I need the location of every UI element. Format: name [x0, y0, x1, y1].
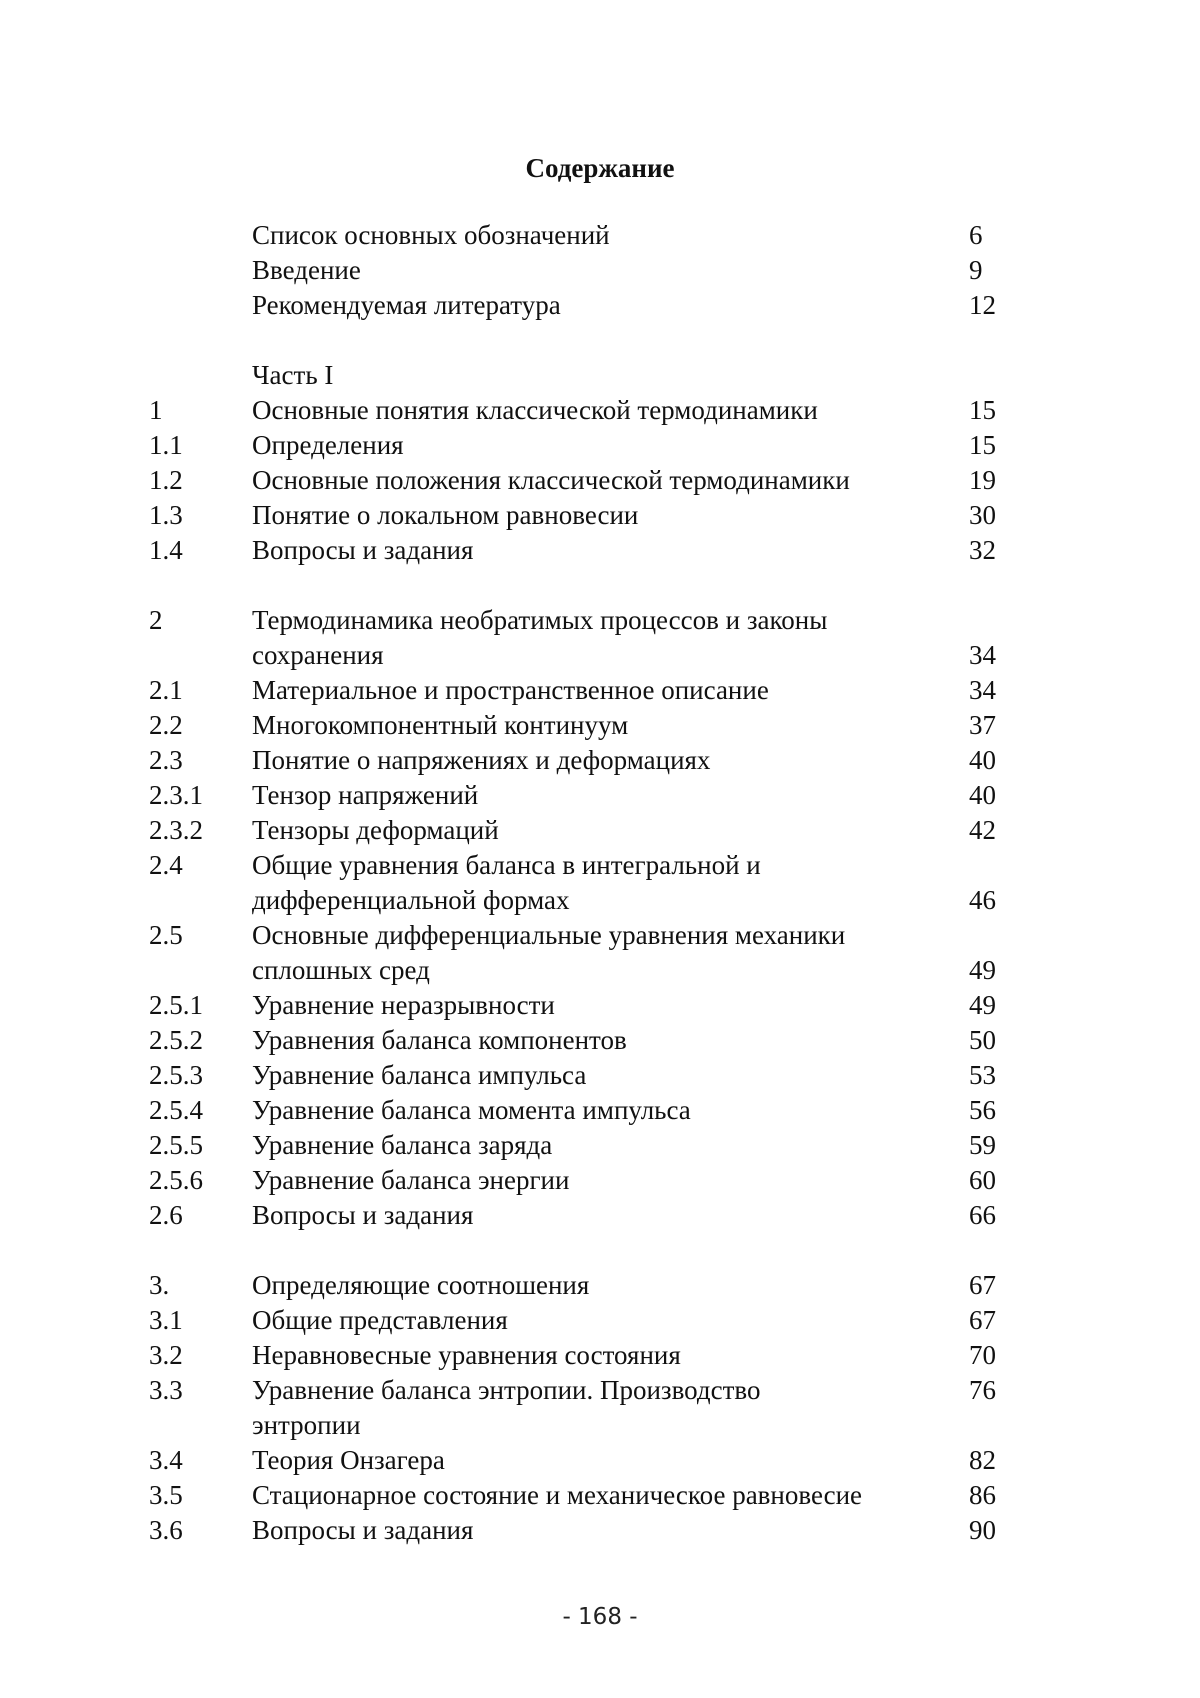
toc-entry: [0, 883, 1200, 918]
toc-entry-title: Вопросы и задания: [252, 535, 474, 565]
toc-entry-title: Уравнение неразрывности: [252, 990, 555, 1020]
toc-entry: [0, 1338, 1200, 1373]
toc-entry-title: Уравнение баланса момента импульса: [252, 1095, 691, 1125]
toc-entry-title: Уравнения баланса компонентов: [252, 1025, 627, 1055]
toc-entry: [0, 1093, 1200, 1128]
toc-entry-page: 37: [969, 710, 996, 740]
toc-entry-title: Материальное и пространственное описание: [252, 675, 769, 705]
toc-entry-page: 49: [969, 955, 996, 985]
toc-entry: [0, 288, 1200, 323]
toc-entry-page: 30: [969, 500, 996, 530]
toc-spacer: [0, 1233, 1200, 1268]
toc-entry: [0, 1443, 1200, 1478]
toc-entry: [0, 778, 1200, 813]
toc-entry-number: 2.4: [149, 850, 183, 880]
toc-entry-title: Основные дифференциальные уравнения механики: [252, 920, 846, 950]
toc-entry: [0, 743, 1200, 778]
toc-entry-title: Неравновесные уравнения состояния: [252, 1340, 681, 1370]
toc-entry-title: Общие представления: [252, 1305, 508, 1335]
toc-entry-page: 56: [969, 1095, 996, 1125]
toc-entry: [0, 1198, 1200, 1233]
toc-entry-number: 3.: [149, 1270, 170, 1300]
toc-entry-number: 2.3.2: [149, 815, 203, 845]
toc-entry-title: Общие уравнения баланса в интегральной и: [252, 850, 761, 880]
toc-entry-number: 2: [149, 605, 163, 635]
toc-entry-page: 32: [969, 535, 996, 565]
toc-entry-title: Тензоры деформаций: [252, 815, 499, 845]
page-number: - 168 -: [562, 1604, 638, 1630]
toc-entry-number: 1.3: [149, 500, 183, 530]
toc-entry-title: Термодинамика необратимых процессов и законы: [252, 605, 828, 635]
toc-entry-number: 2.2: [149, 710, 183, 740]
toc-entry: [0, 1163, 1200, 1198]
toc-entry-title: Вопросы и задания: [252, 1515, 474, 1545]
toc-entry: [0, 638, 1200, 673]
toc-entry-number: 1: [149, 395, 163, 425]
toc-entry-title: Определения: [252, 430, 404, 460]
toc-entry-page: 82: [969, 1445, 996, 1475]
toc-entry-title: сплошных сред: [252, 955, 430, 985]
toc-entry-page: 6: [969, 220, 983, 250]
toc-entry: [0, 603, 1200, 638]
toc-spacer: [0, 568, 1200, 603]
toc-entry-title: Уравнение баланса импульса: [252, 1060, 587, 1090]
toc-entry-page: 86: [969, 1480, 996, 1510]
toc-entry-title: Список основных обозначений: [252, 220, 610, 250]
toc-entry-page: 90: [969, 1515, 996, 1545]
toc-entry: [0, 918, 1200, 953]
toc-entry-number: 2.3: [149, 745, 183, 775]
toc-entry: [0, 953, 1200, 988]
toc-entry-page: 50: [969, 1025, 996, 1055]
toc-entry-number: 2.5.4: [149, 1095, 203, 1125]
toc-spacer: [0, 323, 1200, 358]
toc-entry-number: 2.5.5: [149, 1130, 203, 1160]
toc-entry-title: Теория Онзагера: [252, 1445, 445, 1475]
page-title: Содержание: [525, 153, 675, 183]
toc-entry-title: Уравнение баланса заряда: [252, 1130, 553, 1160]
toc-entry-title: Определяющие соотношения: [252, 1270, 590, 1300]
toc-entry-title: Введение: [252, 255, 361, 285]
toc-entry-page: 19: [969, 465, 996, 495]
toc-entry-number: 2.5.1: [149, 990, 203, 1020]
toc-entry-number: 2.1: [149, 675, 183, 705]
toc-entry-page: 76: [969, 1375, 996, 1405]
toc-entry-number: 2.3.1: [149, 780, 203, 810]
toc-entry-number: 3.6: [149, 1515, 183, 1545]
toc-entry-title: Основные понятия классической термодинамики: [252, 395, 818, 425]
toc-entry: [0, 428, 1200, 463]
toc-entry-title: Понятие о локальном равновесии: [252, 500, 639, 530]
toc-entry-number: 3.4: [149, 1445, 183, 1475]
toc-entry-title: Многокомпонентный континуум: [252, 710, 629, 740]
toc-entry-number: 3.5: [149, 1480, 183, 1510]
toc-entry-page: 70: [969, 1340, 996, 1370]
toc-entry-number: 1.2: [149, 465, 183, 495]
toc-entry-number: 2.5.2: [149, 1025, 203, 1055]
toc-entry-page: 67: [969, 1270, 996, 1300]
toc-entry: [0, 463, 1200, 498]
toc-entry-number: 3.1: [149, 1305, 183, 1335]
toc-entry-number: 2.5.6: [149, 1165, 203, 1195]
toc-entry: [0, 393, 1200, 428]
toc-entry-page: 49: [969, 990, 996, 1020]
toc-entry-title: Рекомендуемая литература: [252, 290, 561, 320]
toc-entry: [0, 1023, 1200, 1058]
toc-entry: [0, 1303, 1200, 1338]
toc-entry-title: Уравнение баланса энергии: [252, 1165, 570, 1195]
toc-entry-page: 66: [969, 1200, 996, 1230]
toc-entry: [0, 673, 1200, 708]
toc-entry-number: 2.6: [149, 1200, 183, 1230]
toc-entry-number: 2.5.3: [149, 1060, 203, 1090]
toc-entry-title: Тензор напряжений: [252, 780, 479, 810]
toc-entry-page: 60: [969, 1165, 996, 1195]
toc-entry: [0, 1128, 1200, 1163]
toc-entry-page: 42: [969, 815, 996, 845]
toc-entry-page: 46: [969, 885, 996, 915]
toc-entry-number: 1.1: [149, 430, 183, 460]
toc-entry-page: 34: [969, 640, 996, 670]
toc-entry: [0, 708, 1200, 743]
toc-entry-page: 53: [969, 1060, 996, 1090]
toc-entry-page: 9: [969, 255, 983, 285]
toc-entry: [0, 253, 1200, 288]
toc-entry-title: Стационарное состояние и механическое равновесие: [252, 1480, 863, 1510]
toc-entry-page: 40: [969, 780, 996, 810]
toc-entry: [0, 1268, 1200, 1303]
toc-entry: [0, 358, 1200, 393]
toc-entry-number: 1.4: [149, 535, 183, 565]
toc-entry-title: Понятие о напряжениях и деформациях: [252, 745, 711, 775]
toc-entry-title: Вопросы и задания: [252, 1200, 474, 1230]
table-of-contents: [0, 218, 1200, 1548]
toc-entry-number: 2.5: [149, 920, 183, 950]
toc-entry-title: энтропии: [252, 1410, 361, 1440]
toc-entry-page: 40: [969, 745, 996, 775]
toc-entry-title: дифференциальной формах: [252, 885, 570, 915]
toc-entry: [0, 988, 1200, 1023]
toc-entry: [0, 533, 1200, 568]
toc-entry: [0, 1513, 1200, 1548]
toc-entry-number: 3.3: [149, 1375, 183, 1405]
toc-entry: [0, 848, 1200, 883]
toc-entry-page: 15: [969, 430, 996, 460]
toc-entry-title: Основные положения классической термодинамики: [252, 465, 850, 495]
toc-entry-page: 67: [969, 1305, 996, 1335]
toc-entry: [0, 1408, 1200, 1443]
toc-entry: [0, 498, 1200, 533]
toc-entry: [0, 1373, 1200, 1408]
toc-entry-page: 12: [969, 290, 996, 320]
toc-entry-title: Уравнение баланса энтропии. Производство: [252, 1375, 761, 1405]
toc-entry-page: 59: [969, 1130, 996, 1160]
toc-entry-page: 34: [969, 675, 996, 705]
toc-entry-number: 3.2: [149, 1340, 183, 1370]
toc-entry-title: сохранения: [252, 640, 384, 670]
toc-entry: [0, 218, 1200, 253]
toc-entry-title: Часть I: [252, 360, 334, 390]
toc-entry-page: 15: [969, 395, 996, 425]
toc-entry: [0, 1058, 1200, 1093]
toc-entry: [0, 813, 1200, 848]
toc-entry: [0, 1478, 1200, 1513]
